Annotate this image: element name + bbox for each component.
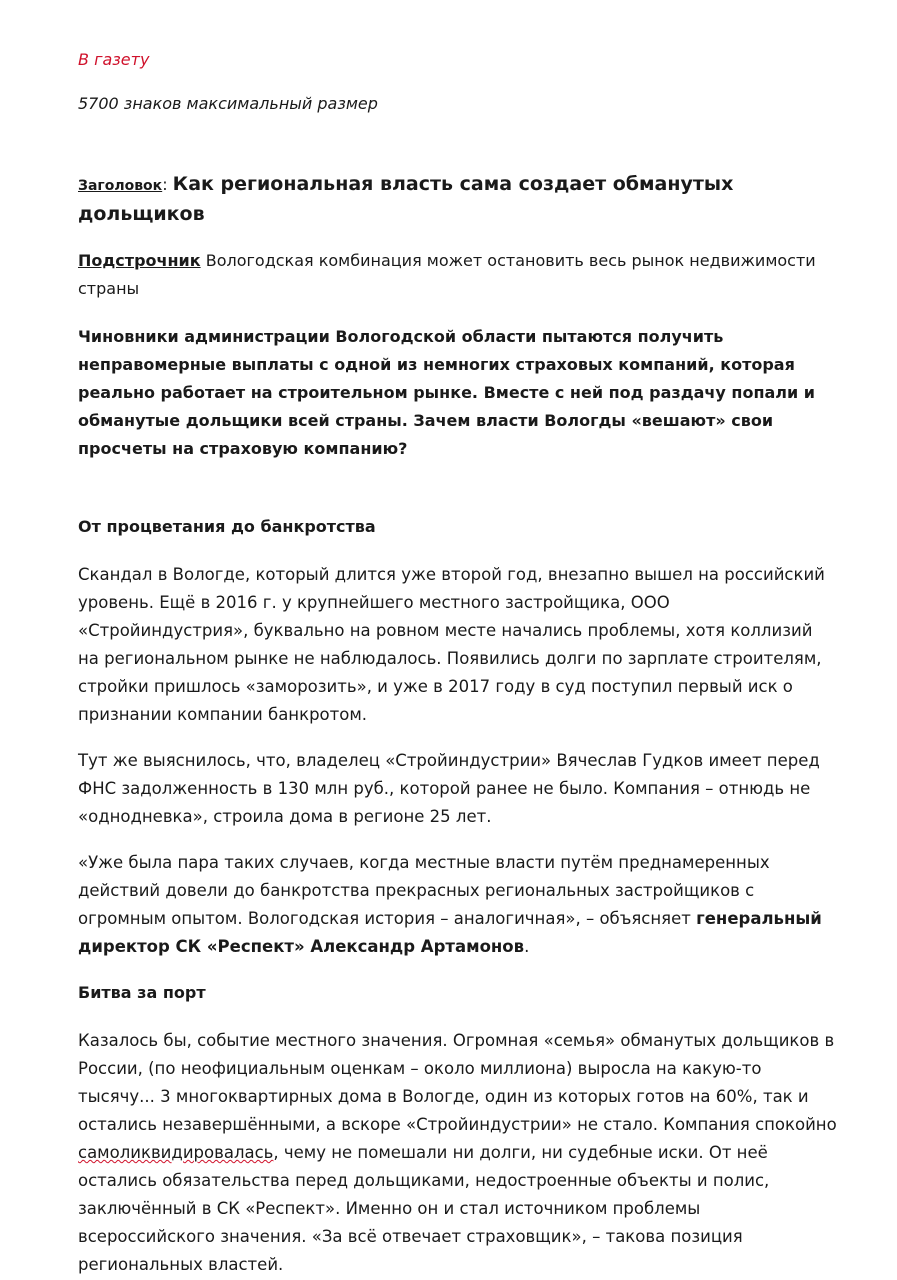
- quote-text: «Уже была пара таких случаев, когда местные власти путём преднамеренных действий довели до банкротства прекрасных региональных застройщиков с огромным опытом. Вологодская история – аналогичная», – объясняет: [78, 853, 770, 928]
- paragraph-local-event: [78, 1027, 838, 1279]
- size-note: 5700 знаков максимальный размер: [78, 94, 378, 113]
- quote-end: .: [524, 937, 530, 956]
- quote-author: генеральный директор СК «Респект» Александр Артамонов: [78, 909, 822, 956]
- subheadline: [78, 247, 838, 303]
- document-body: [78, 46, 838, 1279]
- lead-paragraph: Чиновники администрации Вологодской области пытаются получить неправомерные выплаты с одной из немногих страховых компаний, которая реально работает на строительном рынке. Вместе с ней под раздачу попали и обманутые дольщики всей страны. Зачем власти Вологды «вешают» свои просчеты на страховую компанию?: [78, 327, 816, 458]
- section-title-prosperity: От процветания до банкротства: [78, 517, 376, 536]
- note-to-paper: В газету: [78, 50, 150, 69]
- paragraph-scandal: Скандал в Вологде, который длится уже второй год, внезапно вышел на российский уровень. Ещё в 2016 г. у крупнейшего местного застройщика, ООО «Стройиндустрия», буквально на ровном месте начались проблемы, хотя коллизий на региональном рынке не наблюдалось. Появились долги по зарплате строителям, стройки пришлось «заморозить», и уже в 2017 году в суд поступил первый иск о признании компании банкротом.: [78, 565, 825, 724]
- paragraph-quote: [78, 849, 838, 961]
- subheadline-text: Вологодская комбинация может остановить весь рынок недвижимости страны: [78, 251, 816, 298]
- headline-colon: :: [162, 175, 173, 194]
- headline-title: Как региональная власть сама создает обманутых дольщиков: [78, 173, 734, 225]
- paragraph-owner: Тут же выяснилось, что, владелец «Стройиндустрии» Вячеслав Гудков имеет перед ФНС задолженность в 130 млн руб., которой ранее не было. Компания – отнюдь не «однодневка», строила дома в регионе 25 лет.: [78, 751, 820, 826]
- section-title-port: Битва за порт: [78, 983, 206, 1002]
- local-event-text-a: Казалось бы, событие местного значения. Огромная «семья» обманутых дольщиков в России, (по неофициальным оценкам – около миллиона) выросла на какую-то тысячу... 3 многоквартирных дома в Вологде, один из которых готов на 60%, так и остались незавершёнными, а вскоре «Стройиндустрии» не стало. Компания спокойно: [78, 1031, 837, 1134]
- local-event-text-b: , чему не помешали ни долги, ни судебные иски. От неё остались обязательства перед дольщиками, недостроенные объекты и полис, заключённый в СК «Респект». Именно он и стал источником проблемы всероссийского значения. «За всё отвечает страховщик», – такова позиция региональных властей.: [78, 1143, 770, 1274]
- headline: [78, 170, 838, 229]
- subheadline-label: Подстрочник: [78, 251, 201, 270]
- spellcheck-marked-word: самоликвидировалась: [78, 1143, 274, 1162]
- headline-label: Заголовок: [78, 178, 163, 194]
